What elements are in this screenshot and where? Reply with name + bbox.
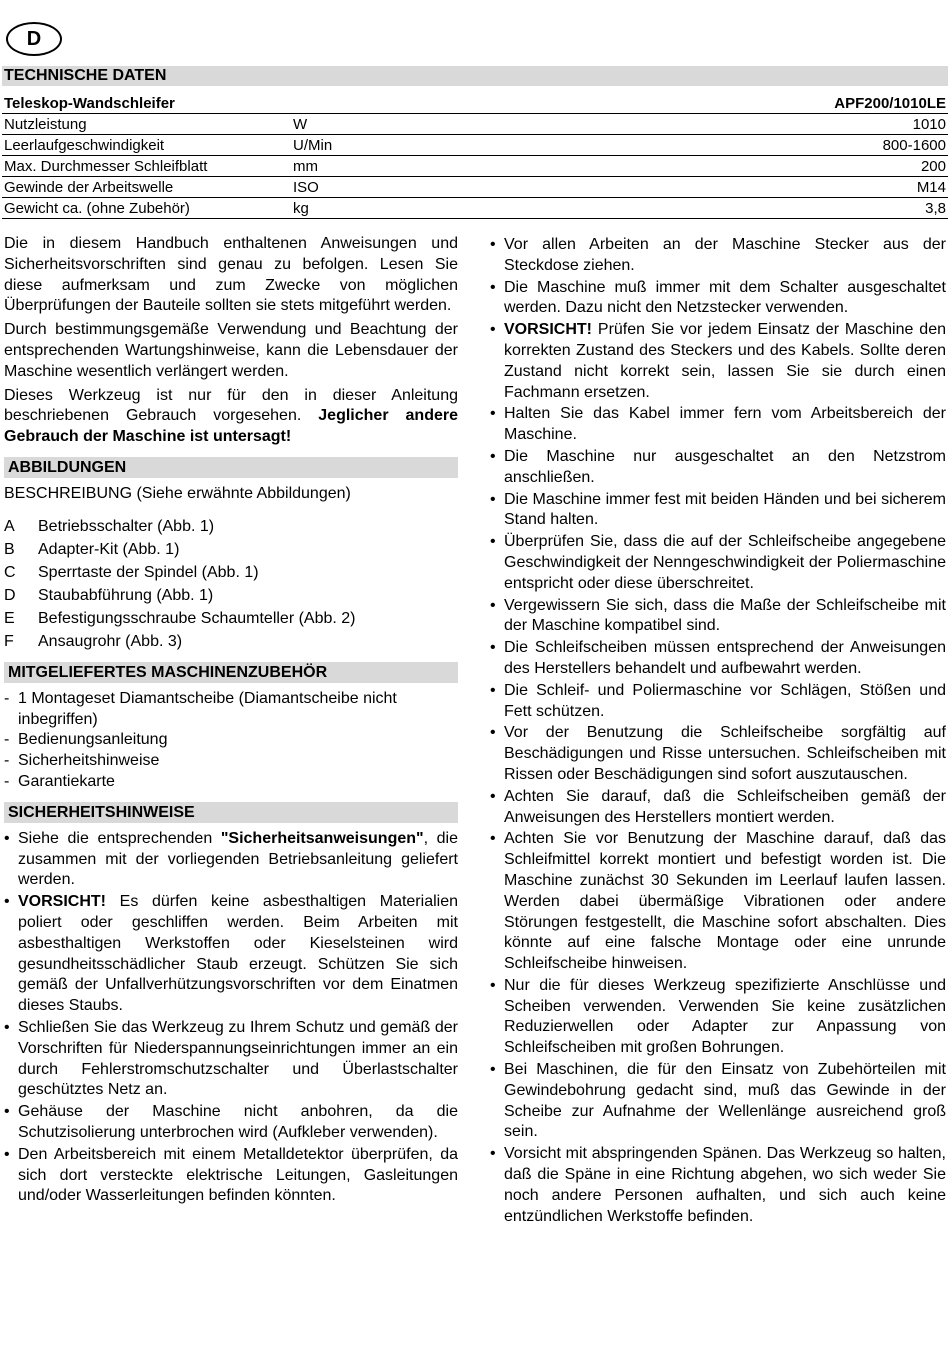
accessories-list — [4, 689, 458, 793]
bullet-text: Vergewissern Sie sich, dass die Maße der Schleifscheibe mit der Maschine kompatibel sind. — [504, 596, 946, 635]
bullet-icon: • — [4, 1018, 10, 1036]
model-number: APF200/1010LE — [495, 93, 948, 114]
spec-label: Max. Durchmesser Schleifblatt — [2, 156, 291, 177]
accessory-text: Garantiekarte — [18, 772, 115, 790]
safety-list-left — [4, 829, 458, 1207]
text-run: Schließen Sie das Werkzeug zu Ihrem Schutz und gemäß der Vorschriften für Niederspannungseinrichtungen immer an ein durch Fehlerstromschutzschalter und Überlastschalter geschütztes Netz an. — [18, 1018, 458, 1099]
table-row — [2, 114, 948, 135]
bullet-icon: • — [4, 1145, 10, 1163]
figure-text: Betriebsschalter (Abb. 1) — [38, 517, 215, 535]
table-row — [2, 177, 948, 198]
spec-value: 1010 — [495, 114, 948, 135]
list-item — [490, 278, 946, 320]
list-item — [490, 532, 946, 594]
list-item — [4, 1145, 458, 1207]
spec-unit: kg — [291, 198, 495, 219]
list-item — [490, 976, 946, 1059]
text-run: Den Arbeitsbereich mit einem Metalldetektor überprüfen, da sich dort versteckte elektrische Leitungen, Gasleitungen und/oder Wasserleitungen befinden könnten. — [18, 1145, 458, 1205]
text-run: Es dürfen keine asbesthaltigen Materialien poliert oder geschliffen werden. Beim Arbeiten mit asbesthaltigen Werkstoffen oder Kieselsteinen wird gesundheitsschädlicher Staub erzeugt. Schützen Sie sich gemäß der Unfallverhützungsvorschriften vor dem Einatmen dieses Staubs. — [18, 893, 458, 1015]
spec-label: Leerlaufgeschwindigkeit — [2, 135, 291, 156]
spec-value: 800-1600 — [495, 135, 948, 156]
bullet-text: Überprüfen Sie, dass die auf der Schleifscheibe angegebene Geschwindigkeit der Nenngeschwindigkeit der Poliermaschine entspricht oder diese überschreitet. — [504, 533, 946, 592]
bullet-text: Nur die für dieses Werkzeug spezifizierte Anschlüsse und Scheiben verwenden. Verwenden Sie keine zusätzlichen Reduzierwellen oder Adapter zur Anpassung von Schleifscheiben mit großen Bohrungen. — [504, 976, 946, 1057]
spec-value: M14 — [495, 177, 948, 198]
spec-value: 3,8 — [495, 198, 948, 219]
figure-text: Ansaugrohr (Abb. 3) — [38, 632, 183, 650]
figure-letter: E — [4, 609, 15, 627]
figures-header: ABBILDUNGEN — [4, 457, 458, 478]
product-title: Teleskop-Wandschleifer — [2, 93, 495, 114]
technical-data-header: TECHNISCHE DATEN — [2, 66, 948, 86]
list-item — [4, 892, 458, 1017]
bullet-icon: • — [490, 321, 496, 339]
bold-run: "Sicherheitsanweisungen" — [220, 829, 424, 847]
bullet-text — [18, 1018, 458, 1101]
list-item — [4, 730, 458, 751]
safety-header: SICHERHEITSHINWEISE — [4, 802, 458, 823]
bullet-text: Die Maschine nur ausgeschaltet an den Netzstrom anschließen. — [504, 447, 946, 486]
bullet-icon: • — [4, 1103, 10, 1121]
right-column — [490, 235, 946, 1228]
bold-run: VORSICHT! — [18, 893, 106, 911]
list-item — [4, 584, 458, 607]
list-item — [4, 515, 458, 538]
bullet-icon: • — [490, 447, 496, 465]
bullet-text: Die Maschine immer fest mit beiden Händen und bei sicherem Stand halten. — [504, 490, 946, 529]
list-item — [4, 561, 458, 584]
spec-unit: U/Min — [291, 135, 495, 156]
intro-text: Dieses Werkzeug ist nur für den in dieser Anleitung beschriebenen Gebrauch vorgesehen. — [4, 386, 458, 425]
list-item — [4, 607, 458, 630]
bullet-icon: • — [490, 976, 496, 994]
bullet-text: Halten Sie das Kabel immer fern vom Arbeitsbereich der Maschine. — [504, 405, 946, 444]
bold-run: VORSICHT! — [504, 321, 592, 339]
list-item — [490, 235, 946, 277]
bullet-icon: • — [490, 1145, 496, 1163]
list-item — [490, 596, 946, 638]
intro-paragraph: Durch bestimmungsgemäße Verwendung und Beachtung der entsprechenden Wartungshinweise, kann die Lebensdauer der Maschine wesentlich verlängert werden. — [4, 321, 458, 380]
figure-letter: C — [4, 563, 16, 581]
bullet-text — [504, 320, 946, 403]
spec-label: Gewicht ca. (ohne Zubehör) — [2, 198, 291, 219]
bullet-text: Vorsicht mit abspringenden Spänen. Das Werkzeug so halten, daß die Späne in eine Richtung abgehen, wo sich weder Sie noch andere Personen aufhalten, und sich auch keine entzündlichen Werkstoffe befinden. — [504, 1145, 946, 1225]
bullet-text — [18, 1102, 458, 1144]
bullet-icon: • — [490, 490, 496, 508]
bullet-icon: • — [490, 1061, 496, 1079]
bullet-text: Achten Sie darauf, daß die Schleifscheiben gemäß der Anweisungen des Herstellers montiert werden. — [504, 787, 946, 826]
bullet-text: Vor allen Arbeiten an der Maschine Stecker aus der Steckdose ziehen. — [504, 236, 946, 274]
bullet-text: Die Schleifscheiben müssen entsprechend der Anweisungen des Herstellers behandelt und aufbewahrt werden. — [504, 639, 946, 677]
bullet-text: Bei Maschinen, die für den Einsatz von Zubehörteilen mit Gewindebohrung gedacht sind, muß das Gewinde in der Scheibe zur Aufnahme der Wellenlänge ausreichend groß sein. — [504, 1061, 946, 1141]
language-badge: D — [6, 22, 62, 56]
accessory-text: Bedienungsanleitung — [18, 731, 168, 749]
list-item — [490, 490, 946, 532]
list-item — [4, 751, 458, 772]
bullet-icon: • — [4, 829, 10, 847]
figure-text: Befestigungsschraube Schaumteller (Abb. 2) — [38, 609, 356, 627]
figure-text: Adapter-Kit (Abb. 1) — [38, 540, 180, 558]
figure-letter: A — [4, 517, 15, 535]
accessories-header: MITGELIEFERTES MASCHINENZUBEHÖR — [4, 662, 458, 683]
bullet-text — [18, 829, 458, 891]
figure-text: Staubabführung (Abb. 1) — [38, 586, 214, 604]
intro-paragraph: Die in diesem Handbuch enthaltenen Anweisungen und Sicherheitsvorschriften sind genau zu befolgen. Lesen Sie diese aufmerksam und zum Zwecke von möglichen Überprüfungen der Bauteile sollten sie stets mitgeführt werden. — [4, 235, 458, 315]
bullet-icon: • — [490, 681, 496, 699]
bullet-text — [18, 892, 458, 1017]
bullet-icon: • — [490, 278, 496, 296]
accessory-text: 1 Montageset Diamantscheibe (Diamantscheibe nicht inbegriffen) — [18, 689, 397, 728]
intro-warning: Jeglicher andere Gebrauch der Maschine ist untersagt! — [4, 407, 458, 446]
bullet-icon: • — [490, 724, 496, 742]
figure-letter: F — [4, 632, 14, 650]
dash-marker: - — [4, 752, 10, 770]
text-run: Siehe die entsprechenden — [18, 829, 221, 847]
spec-unit: mm — [291, 156, 495, 177]
list-item — [490, 787, 946, 829]
spec-label: Gewinde der Arbeitswelle — [2, 177, 291, 198]
text-run: , die zusammen mit der vorliegenden Betriebsanleitung geliefert werden. — [18, 829, 458, 889]
list-item — [4, 538, 458, 561]
bullet-icon: • — [4, 893, 10, 911]
bullet-text: Vor der Benutzung die Schleifscheibe sorgfältig auf Beschädigungen und Risse untersuchen. Schleifscheiben mit Rissen oder Beschädigungen sind sofort auszutauschen. — [504, 724, 946, 783]
bullet-icon: • — [490, 787, 496, 805]
spec-unit: ISO — [291, 177, 495, 198]
figures-subtitle: BESCHREIBUNG (Siehe erwähnte Abbildungen) — [4, 484, 351, 502]
list-item — [490, 320, 946, 403]
figure-letter: D — [4, 586, 16, 604]
list-item — [490, 404, 946, 446]
technical-data-table — [2, 93, 948, 219]
figure-text: Sperrtaste der Spindel (Abb. 1) — [38, 563, 259, 581]
table-row — [2, 135, 948, 156]
left-column — [4, 234, 458, 1208]
bullet-icon: • — [490, 533, 496, 551]
spec-unit: W — [291, 114, 495, 135]
figure-list — [4, 515, 458, 653]
bullet-icon: • — [490, 236, 496, 253]
list-item — [4, 772, 458, 793]
bullet-text: Die Schleif- und Poliermaschine vor Schlägen, Stößen und Fett schützen. — [504, 681, 946, 720]
dash-marker: - — [4, 731, 10, 749]
dash-marker: - — [4, 689, 10, 707]
bullet-icon: • — [490, 830, 496, 848]
bullet-icon: • — [490, 639, 496, 657]
list-item — [490, 723, 946, 785]
table-row — [2, 156, 948, 177]
list-item — [4, 1018, 458, 1101]
list-item — [4, 1102, 458, 1144]
list-item — [490, 1144, 946, 1227]
table-title-row — [2, 93, 948, 114]
list-item — [4, 689, 458, 731]
bullet-text — [18, 1145, 458, 1207]
figure-letter: B — [4, 540, 15, 558]
list-item — [490, 447, 946, 489]
text-run: Gehäuse der Maschine nicht anbohren, da die Schutzisolierung unterbrochen wird (Aufkleber verwenden). — [18, 1103, 458, 1141]
bullet-icon: • — [490, 405, 496, 423]
accessory-text: Sicherheitshinweise — [18, 752, 160, 770]
dash-marker: - — [4, 772, 10, 790]
safety-list-right — [490, 235, 946, 1227]
spec-label: Nutzleistung — [2, 114, 291, 135]
list-item — [490, 1060, 946, 1143]
list-item — [490, 638, 946, 680]
list-item — [490, 681, 946, 723]
spec-value: 200 — [495, 156, 948, 177]
list-item — [4, 829, 458, 891]
bullet-icon: • — [490, 596, 496, 614]
intro-paragraph — [4, 386, 458, 448]
bullet-text: Die Maschine muß immer mit dem Schalter ausgeschaltet werden. Dazu nicht den Netzstecker verwenden. — [504, 278, 946, 317]
table-row — [2, 198, 948, 219]
bullet-text: Achten Sie vor Benutzung der Maschine darauf, daß das Schleifmittel korrekt montiert und befestigt worden ist. Die Maschine zunächst 30 Sekunden im Leerlauf laufen lassen. Werden dabei übermäßige Vibrationen oder andere Störungen festgestellt, die Maschine sofort abschalten. Dies könnte auf eine falsche Montage oder eine unrunde Schleifscheibe hinweisen. — [504, 830, 946, 973]
list-item — [490, 829, 946, 975]
text-run: Prüfen Sie vor jedem Einsatz der Maschine den korrekten Zustand des Steckers und des Kabels. Sollte deren Zustand nicht korrekt sein, lassen Sie sie durch einen Fachmann ersetzen. — [504, 321, 946, 401]
list-item — [4, 630, 458, 653]
